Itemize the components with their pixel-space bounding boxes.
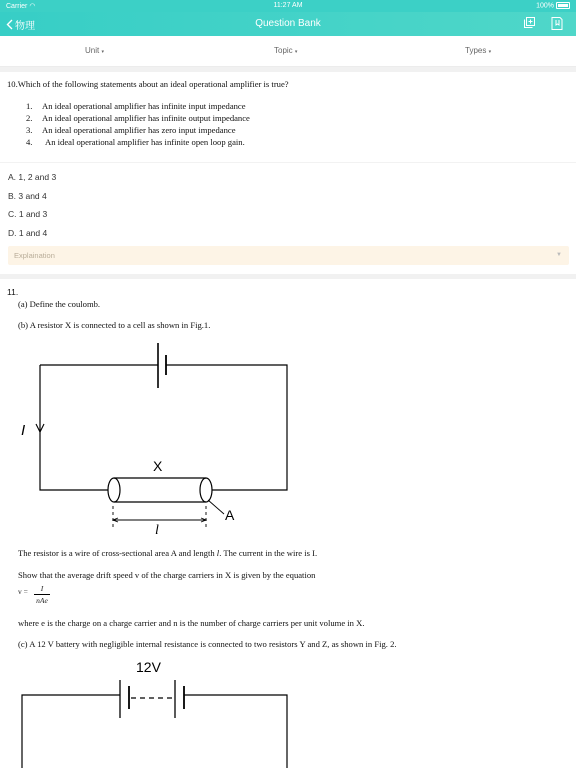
- caret-down-icon: ▾: [294, 49, 298, 55]
- chevron-down-icon: ▼: [556, 252, 562, 258]
- status-bar: [0, 0, 576, 12]
- caret-down-icon: ▾: [101, 49, 104, 55]
- battery-icon: [556, 2, 570, 9]
- explanation-toggle[interactable]: [8, 246, 569, 265]
- topic-filter[interactable]: [274, 46, 297, 55]
- carrier-label: Carrier ◠: [6, 3, 36, 10]
- part-a-text: (a) Define the coulomb.: [18, 299, 101, 309]
- caret-down-icon: ▾: [488, 49, 492, 55]
- section-separator: [0, 67, 576, 72]
- statement-list: [26, 100, 250, 148]
- option-c[interactable]: C. 1 and 3: [8, 209, 48, 219]
- battery-voltage-label: 12V: [136, 659, 161, 675]
- section-separator: [0, 274, 576, 279]
- drift-speed-instruction: Show that the average drift speed v of the charge carriers in X is given by the equation: [18, 570, 316, 580]
- option-d[interactable]: D. 1 and 4: [8, 228, 48, 238]
- formula-lhs: v =: [18, 587, 28, 596]
- add-note-icon[interactable]: [524, 17, 535, 28]
- resistor-x-label: X: [153, 458, 163, 474]
- unit-filter[interactable]: [85, 46, 104, 55]
- option-b[interactable]: B. 3 and 4: [8, 191, 47, 201]
- option-a[interactable]: A. 1, 2 and 3: [8, 172, 57, 182]
- fig1-circuit-diagram: [0, 338, 300, 538]
- charge-definition: where e is the charge on a charge carrier and n is the number of charge carriers per unit volume in X.: [18, 618, 365, 628]
- formula-numerator: I: [40, 584, 44, 593]
- wifi-icon: ◠: [29, 3, 36, 10]
- part-c-text: (c) A 12 V battery with negligible internal resistance is connected to two resistors Y and Z, as shown in Fig. 2.: [18, 639, 397, 649]
- question-number: 10.: [7, 79, 18, 89]
- drift-speed-formula: [18, 584, 48, 605]
- part-b-text: (b) A resistor X is connected to a cell as shown in Fig.1.: [18, 320, 211, 330]
- question-stem: Which of the following statements about an ideal operational amplifier is true?: [17, 79, 289, 89]
- fig2-circuit-diagram: [0, 652, 300, 768]
- formula-denominator: nAe: [36, 596, 48, 605]
- unit-filter-label: Unit: [85, 46, 100, 55]
- page-title: Question Bank: [255, 18, 321, 29]
- question-10-stem: [7, 79, 289, 89]
- types-filter[interactable]: [465, 46, 491, 55]
- length-l-label: l: [155, 523, 159, 538]
- topic-filter-label: Topic: [274, 46, 293, 55]
- resistor-description: The resistor is a wire of cross-sectional area A and length l. The current in the wire is I.: [18, 548, 318, 558]
- statement-item: 3. An ideal operational amplifier has zero input impedance: [26, 125, 236, 135]
- explanation-label: Explaination: [14, 251, 55, 260]
- filter-bar: [0, 36, 576, 67]
- question-11-number: 11.: [7, 287, 19, 297]
- statement-item: 1. An ideal operational amplifier has infinite input impedance: [26, 101, 246, 111]
- back-label: 物理: [15, 21, 35, 32]
- bookmark-icon[interactable]: [551, 17, 563, 30]
- statement-item: 2. An ideal operational amplifier has infinite output impedance: [26, 113, 250, 123]
- formula-fraction: [34, 584, 50, 605]
- battery-status: 100%: [536, 2, 570, 9]
- area-a-label: A: [225, 507, 235, 523]
- statement-item: 4. An ideal operational amplifier has infinite open loop gain.: [26, 137, 245, 147]
- status-time: 11:27 AM: [273, 2, 303, 9]
- nav-bar: [0, 12, 576, 36]
- types-filter-label: Types: [465, 46, 487, 55]
- divider: [0, 162, 576, 163]
- current-label: I: [21, 422, 26, 439]
